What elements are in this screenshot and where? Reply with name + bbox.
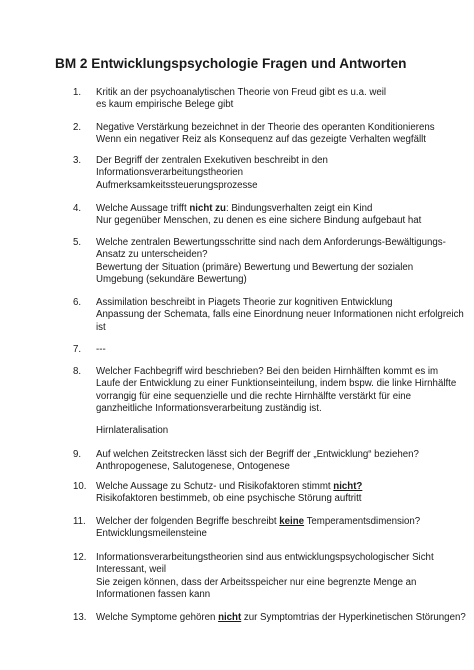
question-text: Informationsverarbeitungstheorien (96, 167, 244, 179)
answer-text: Bewertung der Situation (primäre) Bewertung und Bewertung der sozialen (96, 261, 414, 273)
question-text: Kritik an der psychoanalytischen Theorie von Freud gibt es u.a. weil (96, 87, 387, 98)
emphasis-text: nicht? (333, 481, 363, 492)
question-text: Assimilation beschreibt in Piagets Theorie zur kognitiven Entwicklung (96, 297, 393, 308)
answer-text: Nur gegenüber Menschen, zu denen es eine sichere Bindung aufgebaut hat (96, 215, 422, 227)
question-text: Welche Symptome gehören nicht zur Symptomtrias der Hyperkinetischen Störungen? (96, 612, 466, 623)
question-number: 4. (73, 203, 82, 214)
emphasis-text: nicht zu (189, 203, 226, 214)
question-text: Welche Aussage trifft nicht zu: Bindungsverhalten zeigt ein Kind (96, 203, 373, 214)
answer-text: Entwicklungsmeilensteine (96, 528, 207, 540)
question-text: ganzheitliche Informationsverarbeitung zuständig ist. (96, 403, 322, 415)
answer-text: Aufmerksamkeitssteuerungsprozesse (96, 179, 258, 191)
answer-text: Risikofaktoren bestimmeb, ob eine psychische Störung auftritt (96, 493, 362, 505)
emphasis-text: nicht (218, 612, 242, 623)
answer-text: ist (96, 321, 106, 333)
question-number: 8. (73, 366, 82, 377)
question-text: Laufe der Entwicklung zu einer Funktionseinteilung, indem bspw. die linke Hirnhälfte (96, 378, 457, 390)
question-number: 6. (73, 297, 82, 308)
answer-text: es kaum empirische Belege gibt (96, 99, 234, 111)
question-number: 11. (73, 516, 86, 527)
answer-text: Umgebung (sekundäre Bewertung) (96, 274, 247, 286)
question-number: 1. (73, 87, 82, 98)
page-title: BM 2 Entwicklungspsychologie Fragen und Antworten (55, 56, 407, 71)
question-number: 2. (73, 122, 82, 133)
question-number: 13. (73, 612, 87, 623)
question-text: vorrangig für eine sequenzielle und die rechte Hirnhälfte verstärkt für eine (96, 390, 412, 402)
question-text: Negative Verstärkung bezeichnet in der Theorie des operanten Konditionierens (96, 122, 435, 133)
answer-text: Sie zeigen können, dass der Arbeitsspeicher nur eine begrenzte Menge an (96, 576, 417, 588)
question-number: 5. (73, 237, 82, 248)
question-text: Welche zentralen Bewertungsschritte sind nach dem Anforderungs-Bewältigungs- (96, 237, 446, 248)
answer-text: Anthropogenese, Salutogenese, Ontogenese (96, 461, 290, 473)
question-number: 7. (73, 344, 82, 355)
question-text: Interessant, weil (96, 564, 166, 576)
question-number: 12. (73, 552, 87, 563)
question-text: Welche Aussage zu Schutz- und Risikofaktoren stimmt nicht? (96, 481, 363, 492)
question-text: Der Begriff der zentralen Exekutiven beschreibt in den (96, 155, 328, 166)
question-number: 10. (73, 481, 87, 492)
question-text: Welcher Fachbegriff wird beschrieben? Bei den beiden Hirnhälften kommt es im (96, 366, 439, 377)
question-number: 9. (73, 449, 82, 460)
answer-text: Informationen fassen kann (96, 589, 211, 601)
answer-text: Wenn ein negativer Reiz als Konsequenz auf das gezeigte Verhalten wegfällt (96, 134, 426, 146)
question-text: Auf welchen Zeitstrecken lässt sich der Begriff der „Entwicklung“ beziehen? (96, 449, 419, 460)
answer-text: Anpassung der Schemata, falls eine Einordnung neuer Informationen nicht erfolgreich (96, 309, 464, 321)
question-text: Welcher der folgenden Begriffe beschreibt keine Temperamentsdimension? (96, 516, 421, 527)
question-text: Ansatz zu unterscheiden? (96, 249, 208, 261)
question-text: Informationsverarbeitungstheorien sind aus entwicklungspsychologischer Sicht (96, 552, 434, 563)
question-number: 3. (73, 155, 82, 166)
emphasis-text: keine (279, 516, 305, 527)
answer-text: Hirnlateralisation (96, 425, 169, 436)
question-text: --- (96, 344, 106, 355)
